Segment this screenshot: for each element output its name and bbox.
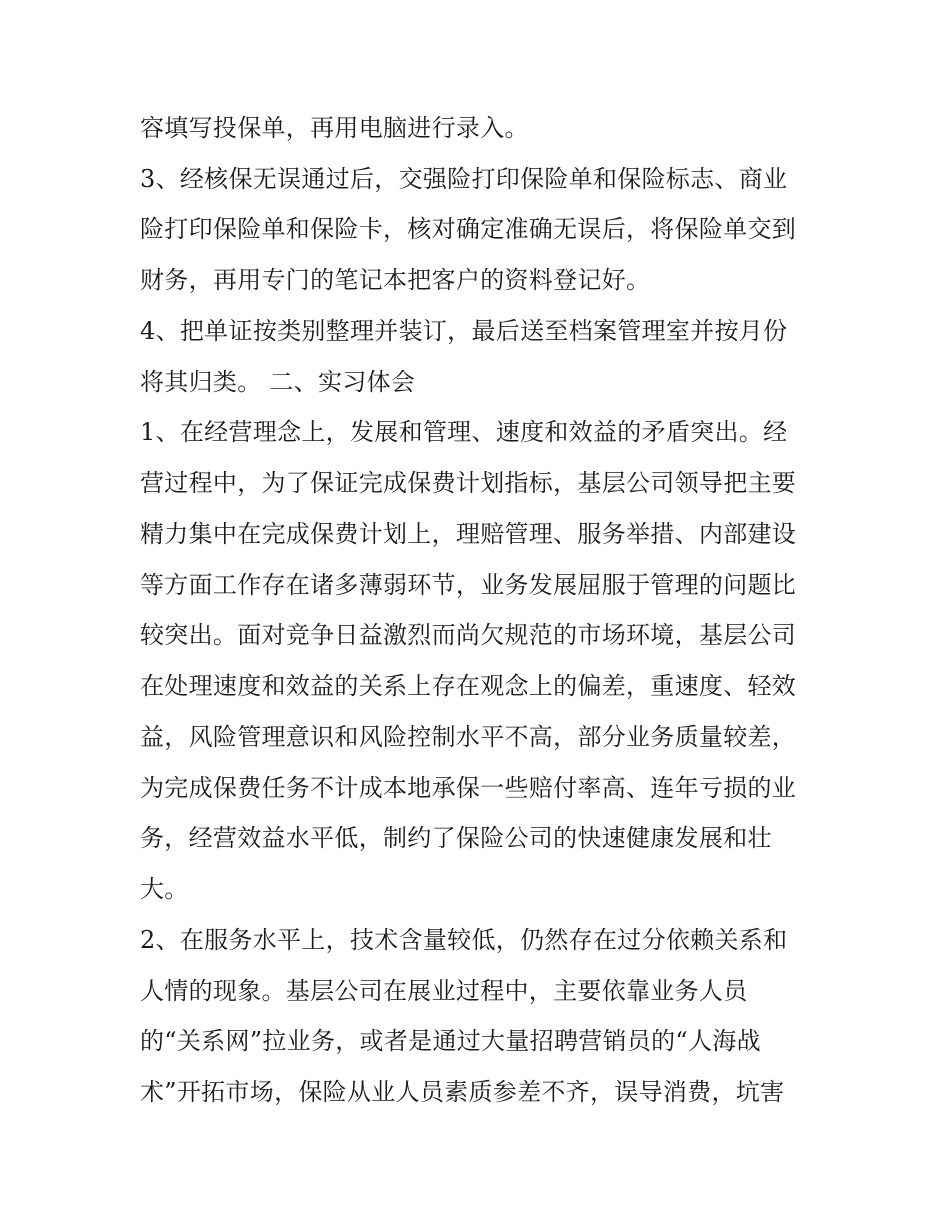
text-line: 在处理速度和效益的关系上存在观念上的偏差，重速度、轻效 [140,672,797,700]
text-line: 3、经核保无误通过后，交强险打印保险单和保险标志、商业 [140,165,788,193]
text-line: 险打印保险单和保险卡，核对确定准确无误后，将保险单交到 [140,215,797,243]
text-line: 较突出。面对竞争日益激烈而尚欠规范的市场环境，基层公司 [140,621,797,649]
text-line: 1、在经营理念上，发展和管理、速度和效益的矛盾突出。经 [140,418,788,446]
text-line: 2、在服务水平上，技术含量较低，仍然存在过分依赖关系和 [140,926,788,954]
text-line: 术”开拓市场，保险从业人员素质参差不齐，误导消费，坑害 [140,1078,785,1106]
text-line: 等方面工作存在诸多薄弱环节，业务发展屈服于管理的问题比 [140,571,797,599]
text-line: 将其归类。 二、实习体会 [140,368,416,396]
text-line: 大。 [140,875,189,903]
text-line: 营过程中，为了保证完成保费计划指标，基层公司领导把主要 [140,469,797,497]
text-line: 人情的现象。基层公司在展业过程中，主要依靠业务人员 [140,977,748,1005]
text-line: 精力集中在完成保费计划上，理赔管理、服务举措、内部建设 [140,520,797,548]
text-line: 的“关系网”拉业务，或者是通过大量招聘营销员的“人海战 [140,1027,761,1055]
text-line: 益，风险管理意识和风险控制水平不高，部分业务质量较差， [140,723,797,751]
text-line: 务，经营效益水平低，制约了保险公司的快速健康发展和壮 [140,824,772,852]
text-line: 财务，再用专门的笔记本把客户的资料登记好。 [140,266,651,294]
text-line: 为完成保费任务不计成本地承保一些赔付率高、连年亏损的业 [140,774,797,802]
text-line: 容填写投保单，再用电脑进行录入。 [140,114,529,142]
text-line: 4、把单证按类别整理并装订，最后送至档案管理室并按月份 [140,317,788,345]
